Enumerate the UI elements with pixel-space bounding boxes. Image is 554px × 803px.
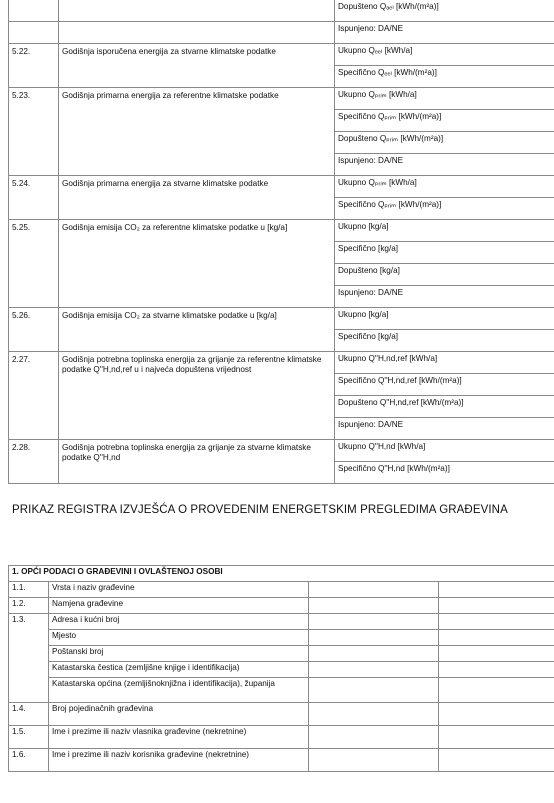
table-row (9, 630, 554, 646)
field-label: Broj pojedinačnih građevina (49, 703, 309, 726)
field-value (309, 614, 439, 630)
item-number (9, 678, 49, 703)
table-row (9, 352, 554, 374)
item-description: Godišnja emisija CO₂ za referentne klimatske podatke u [kg/a] (59, 220, 335, 308)
item-number: 5.26. (9, 308, 59, 352)
value-cell: Dopušteno Q''H,nd,ref [kWh/(m²a)] (335, 396, 554, 418)
item-number: 5.23. (9, 88, 59, 176)
table-row (9, 662, 554, 678)
table-row (9, 614, 554, 630)
field-value-extra (439, 678, 554, 703)
value-cell: Ukupno Q''H,nd [kWh/a] (335, 440, 554, 462)
item-number: 1.5. (9, 726, 49, 749)
table-row (9, 22, 554, 44)
table-row (9, 598, 554, 614)
value-cell: Specifično Q''H,nd,ref [kWh/(m²a)] (335, 374, 554, 396)
item-number: 1.3. (9, 614, 49, 630)
section-title: 1. OPĆI PODACI O GRAĐEVINI I OVLAŠTENOJ OSOBI (9, 566, 554, 582)
field-value-extra (439, 703, 554, 726)
field-label: Katastarska općina (zemljišnoknjižna i identifikacija), županija (49, 678, 309, 703)
field-value (309, 662, 439, 678)
field-value (309, 582, 439, 598)
value-cell: Specifično Qₑₑₗ [kWh/(m²a)] (335, 66, 554, 88)
field-value (309, 703, 439, 726)
field-label: Namjena građevine (49, 598, 309, 614)
value-cell: Specifično Q''H,nd [kWh/(m²a)] (335, 462, 554, 484)
table-row (9, 726, 554, 749)
item-number: 5.25. (9, 220, 59, 308)
value-cell: Specifično Qₚᵣᵢₘ [kWh/(m²a)] (335, 198, 554, 220)
item-number: 5.24. (9, 176, 59, 220)
field-value-extra (439, 598, 554, 614)
field-value-extra (439, 582, 554, 598)
field-value-extra (439, 749, 554, 772)
empty-cell (59, 0, 335, 22)
field-label: Ime i prezime ili naziv korisnika građevine (nekretnine) (49, 749, 309, 772)
field-value-extra (439, 630, 554, 646)
item-number (9, 630, 49, 646)
field-value-extra (439, 662, 554, 678)
value-cell: Ispunjeno: DA/NE (335, 22, 554, 44)
table-row (9, 703, 554, 726)
value-cell: Dopušteno Qₐₑₗ [kWh/(m²a)] (335, 0, 554, 22)
field-value-extra (439, 614, 554, 630)
item-number: 1.2. (9, 598, 49, 614)
general-data-table (8, 565, 554, 772)
energy-results-table (8, 0, 554, 484)
field-value (309, 678, 439, 703)
item-description: Godišnja isporučena energija za stvarne klimatske podatke (59, 44, 335, 88)
item-number: 1.4. (9, 703, 49, 726)
value-cell: Specifično [kg/a] (335, 330, 554, 352)
item-number (9, 662, 49, 678)
table-row (9, 749, 554, 772)
table-row (9, 88, 554, 110)
empty-cell (59, 22, 335, 44)
table-row (9, 220, 554, 242)
value-cell: Ukupno [kg/a] (335, 308, 554, 330)
item-number: 5.22. (9, 44, 59, 88)
item-description: Godišnja emisija CO₂ za stvarne klimatske podatke u [kg/a] (59, 308, 335, 352)
table-row (9, 678, 554, 703)
item-number (9, 646, 49, 662)
empty-cell (9, 0, 59, 22)
value-cell: Ispunjeno: DA/NE (335, 154, 554, 176)
table-row (9, 176, 554, 198)
field-value-extra (439, 646, 554, 662)
field-label: Mjesto (49, 630, 309, 646)
item-description: Godišnja potrebna toplinska energija za grijanje za stvarne klimatske podatke Q''H,nd (59, 440, 335, 484)
field-value (309, 630, 439, 646)
field-value (309, 749, 439, 772)
value-cell: Ukupno Qₚᵣᵢₘ [kWh/a] (335, 88, 554, 110)
table-row (9, 440, 554, 462)
empty-cell (9, 22, 59, 44)
value-cell: Specifično [kg/a] (335, 242, 554, 264)
field-label: Poštanski broj (49, 646, 309, 662)
field-label: Vrsta i naziv građevine (49, 582, 309, 598)
value-cell: Ukupno Qₚᵣᵢₘ [kWh/a] (335, 176, 554, 198)
item-number: 1.6. (9, 749, 49, 772)
item-description: Godišnja potrebna toplinska energija za grijanje za referentne klimatske podatke Q''H,nd,ref u i najveća dopuštena vrijednost (59, 352, 335, 440)
value-cell: Ukupno Qₑₑₗ [kWh/a] (335, 44, 554, 66)
table-row (9, 582, 554, 598)
value-cell: Dopušteno [kg/a] (335, 264, 554, 286)
value-cell: Specifično Qₚᵣᵢₘ [kWh/(m²a)] (335, 110, 554, 132)
value-cell: Dopušteno Qₚᵣᵢₘ [kWh/(m²a)] (335, 132, 554, 154)
value-cell: Ispunjeno: DA/NE (335, 418, 554, 440)
field-label: Adresa i kućni broj (49, 614, 309, 630)
table-row (9, 646, 554, 662)
field-label: Katastarska čestica (zemljišne knjige i identifikacija) (49, 662, 309, 678)
item-number: 2.27. (9, 352, 59, 440)
value-cell: Ukupno Q''H,nd,ref [kWh/a] (335, 352, 554, 374)
table-row (9, 44, 554, 66)
value-cell: Ispunjeno: DA/NE (335, 286, 554, 308)
item-description: Godišnja primarna energija za referentne klimatske podatke (59, 88, 335, 176)
value-cell: Ukupno [kg/a] (335, 220, 554, 242)
register-heading: PRIKAZ REGISTRA IZVJEŠĆA O PROVEDENIM ENERGETSKIM PREGLEDIMA GRAĐEVINA (12, 504, 508, 516)
field-label: Ime i prezime ili naziv vlasnika građevine (nekretnine) (49, 726, 309, 749)
item-description: Godišnja primarna energija za stvarne klimatske podatke (59, 176, 335, 220)
field-value (309, 646, 439, 662)
table-row (9, 0, 554, 22)
item-number: 1.1. (9, 582, 49, 598)
field-value-extra (439, 726, 554, 749)
item-number: 2.28. (9, 440, 59, 484)
table-row (9, 308, 554, 330)
field-value (309, 726, 439, 749)
field-value (309, 598, 439, 614)
